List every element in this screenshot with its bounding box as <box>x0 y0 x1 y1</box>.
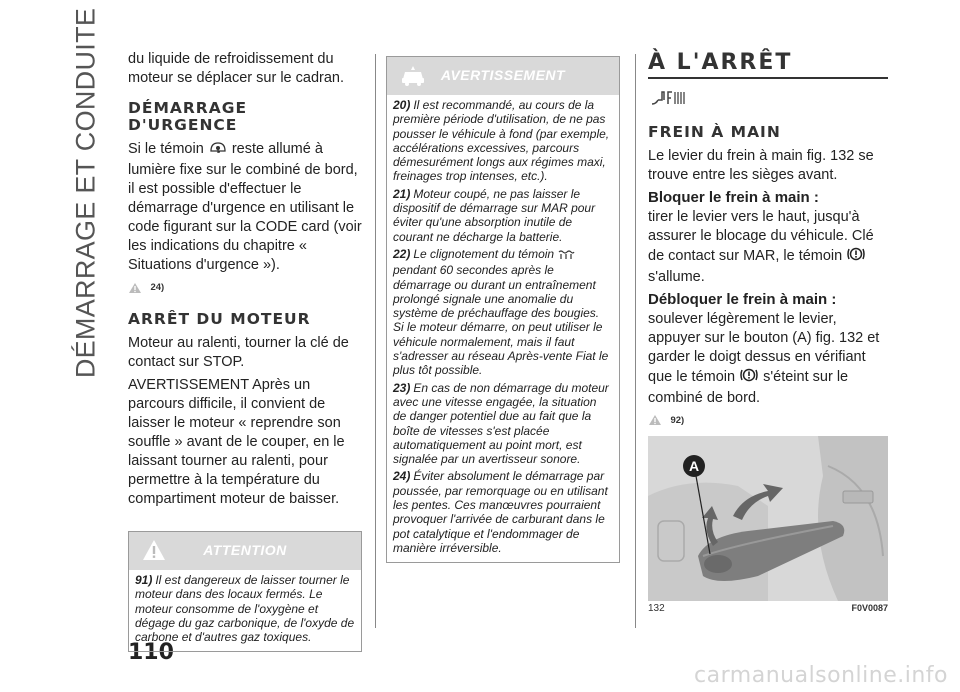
note-22: 22) Le clignotement du témoin pendant 60 secondes après le démarrage ou durant un entraînement prolongé signale une anomalie du système de préchauffage des bougies. Si le moteur démarre, on peut utiliser le véhicule normalement, mais il faut s'adresser au réseau Après-vente Fiat le plus tôt possible. <box>393 246 609 378</box>
reference-24: 24) <box>128 279 362 297</box>
column-left <box>128 50 362 652</box>
note-24: 24) Éviter absolument le démarrage par poussée, par remorquage ou en utilisant les pentes. Ces manœuvres pourraient provoquer l'arrivée de carburant dans le pot catalytique et l'endommager de manière irréversible. <box>393 469 608 555</box>
intro-text: du liquide de refroidissement du moteur se déplacer sur le cadran. <box>128 51 344 86</box>
figure-caption <box>648 603 888 614</box>
warning-triangle-icon <box>648 414 662 426</box>
heading-frein-main: FREIN À MAIN <box>648 122 781 141</box>
subheading-bloquer: Bloquer le frein à main : <box>648 188 819 206</box>
bloquer-text: tirer le levier vers le haut, jusqu'à assurer le blocage du véhicule. Clé de contact sur MAR, le témoin s'allume. <box>648 208 874 285</box>
brake-warning-icon <box>739 367 759 389</box>
figure-callout-a: A <box>688 457 700 474</box>
reference-92: 92) <box>648 412 888 430</box>
attention-header <box>129 532 361 570</box>
arret-text-2: AVERTISSEMENT Après un parcours difficile, il convient de laisser le moteur « reprendre son souffle » avant de le couper, en le laissant tourner au ralenti, pour permettre à la température du compartiment moteur de baisser. <box>128 377 345 507</box>
column-middle <box>386 56 620 563</box>
note-23: 23) En cas de non démarrage du moteur avec une vitesse engagée, la situation de danger potentiel due au fait que la boîte de vitesses s'est placée automatiquement au point mort, est signalée par un avertisseur sonore. <box>393 380 609 467</box>
note-20: 20) Il est recommandé, au cours de la première période d'utilisation, de ne pas pousser le véhicule à fond (par exemple, accélérations excessives, parcours démesurément longs aux régimes maxi, freinages trop intenses, etc.). <box>393 98 610 184</box>
avertissement-label: AVERTISSEMENT <box>440 67 566 83</box>
note-21: 21) Moteur coupé, ne pas laisser le dispositif de démarrage sur MAR pour éviter qu'une absorption inutile de courant ne décharge la batterie. <box>393 186 596 244</box>
glow-plug-icon <box>557 249 575 263</box>
subheading-debloquer: Débloquer le frein à main : <box>648 290 837 308</box>
heading-arret-moteur: ARRÊT DU MOTEUR <box>128 310 311 328</box>
section-title: À L'ARRÊT <box>648 50 793 75</box>
page-number: 110 <box>128 640 174 665</box>
attention-note: 91) Il est dangereux de laisser tourner le moteur dans des locaux fermés. Le moteur consomme de l'oxygène et dégage du gaz carbonique, de l'oxyde de carbone et d'autres gaz toxiques. <box>135 573 355 645</box>
column-right <box>648 50 888 614</box>
heading-demarrage-urgence: DÉMARRAGE D'URGENCE <box>128 99 248 134</box>
parking-icon <box>650 87 888 114</box>
frein-text: Le levier du frein à main fig. 132 se trouve entre les sièges avant. <box>648 147 874 183</box>
column-divider <box>635 54 636 628</box>
figure-number: 132 <box>648 602 665 614</box>
chapter-side-title: DÉMARRAGE ET CONDUITE <box>70 7 101 379</box>
attention-box <box>128 531 362 652</box>
immobilizer-warning-icon <box>208 140 228 161</box>
debloquer-text: soulever légèrement le levier, appuyer sur le bouton (A) fig. 132 et garder le doigt dessus en vérifiant que le témoin s'éteint sur le combiné de bord. <box>648 310 880 406</box>
column-divider <box>375 54 376 628</box>
warning-triangle-icon <box>128 282 142 294</box>
avertissement-box <box>386 56 620 563</box>
avertissement-header <box>387 57 619 95</box>
arret-text-1: Moteur au ralenti, tourner la clé de contact sur STOP. <box>128 335 349 370</box>
demarrage-text: Si le témoin reste allumé à lumière fixe sur le combiné de bord, il est possible d'effectuer le démarrage d'urgence en utilisant le code figurant sur la CODE card (voir les indications du chapitre « Situations d'urgence »). <box>128 141 362 273</box>
figure-code: F0V0087 <box>851 602 888 613</box>
handbrake-figure <box>648 436 888 601</box>
brake-warning-icon <box>846 246 866 268</box>
title-rule <box>648 77 888 79</box>
watermark: carmanualsonline.info <box>694 663 948 688</box>
attention-label: ATTENTION <box>203 542 287 558</box>
